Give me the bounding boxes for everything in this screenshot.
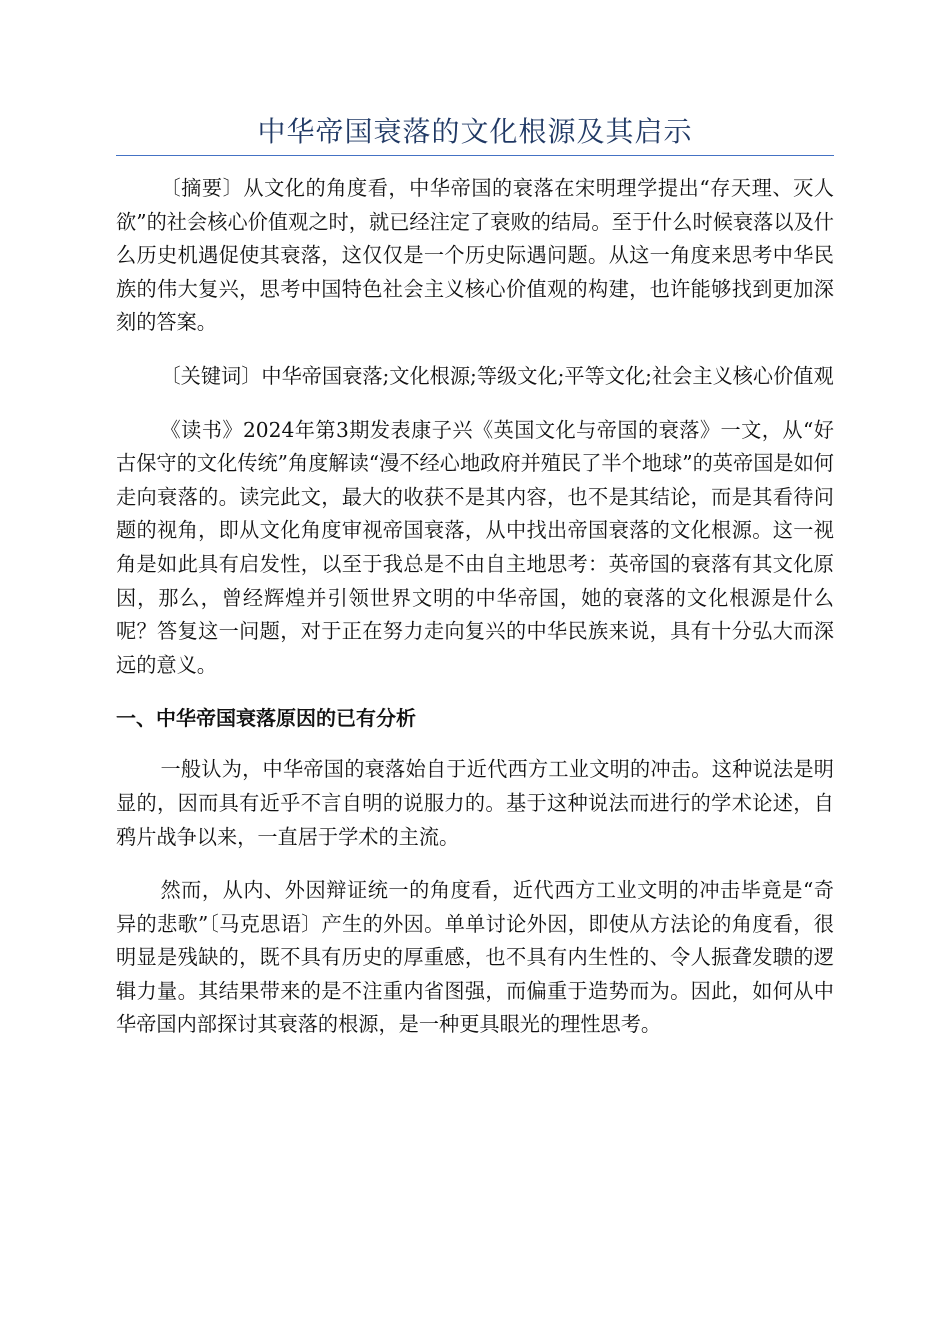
abstract-paragraph: 〔摘要〕从文化的角度看，中华帝国的衰落在宋明理学提出“存天理、灭人欲”的社会核心价值观之时，就已经注定了衰败的结局。至于什么时候衰落以及什么历史机遇促使其衰落，这仅仅是一个历史际遇问题。从这一角度来思考中华民族的伟大复兴，思考中国特色社会主义核心价值观的构建，也许能够找到更加深刻的答案。 (116, 176, 834, 335)
keywords-paragraph: 〔关键词〕中华帝国衰落;文化根源;等级文化;平等文化;社会主义核心价值观 (160, 363, 834, 388)
section-paragraph-2: 然而，从内、外因辩证统一的角度看，近代西方工业文明的冲击毕竟是“奇异的悲歌”〔马克思语〕产生的外因。单单讨论外因，即使从方法论的角度看，很明显是残缺的，既不具有历史的厚重感，也不具有内生性的、令人振聋发聩的逻辑力量。其结果带来的是不注重内省图强，而偏重于造势而为。因此，如何从中华帝国内部探讨其衰落的根源，是一种更具眼光的理性思考。 (116, 878, 834, 1037)
title-underline (116, 155, 834, 156)
document-title: 中华帝国衰落的文化根源及其启示 (257, 115, 693, 148)
section-heading: 一、中华帝国衰落原因的已有分析 (116, 706, 416, 731)
intro-paragraph: 《读书》2024年第3期发表康子兴《英国文化与帝国的衰落》一文，从“好古保守的文化传统”角度解读“漫不经心地政府并殖民了半个地球”的英帝国是如何走向衰落的。读完此文，最大的收获不是其内容，也不是其结论，而是其看待问题的视角，即从文化角度审视帝国衰落，从中找出帝国衰落的文化根源。这一视角是如此具有启发性，以至于我总是不由自主地思考：英帝国的衰落有其文化原因，那么，曾经辉煌并引领世界文明的中华帝国，她的衰落的文化根源是什么呢？答复这一问题，对于正在努力走向复兴的中华民族来说，具有十分弘大而深远的意义。 (116, 417, 834, 677)
section-paragraph-1: 一般认为，中华帝国的衰落始自于近代西方工业文明的冲击。这种说法是明显的，因而具有近乎不言自明的说服力的。基于这种说法而进行的学术论述，自鸦片战争以来，一直居于学术的主流。 (116, 757, 834, 849)
document-body (116, 172, 834, 1062)
